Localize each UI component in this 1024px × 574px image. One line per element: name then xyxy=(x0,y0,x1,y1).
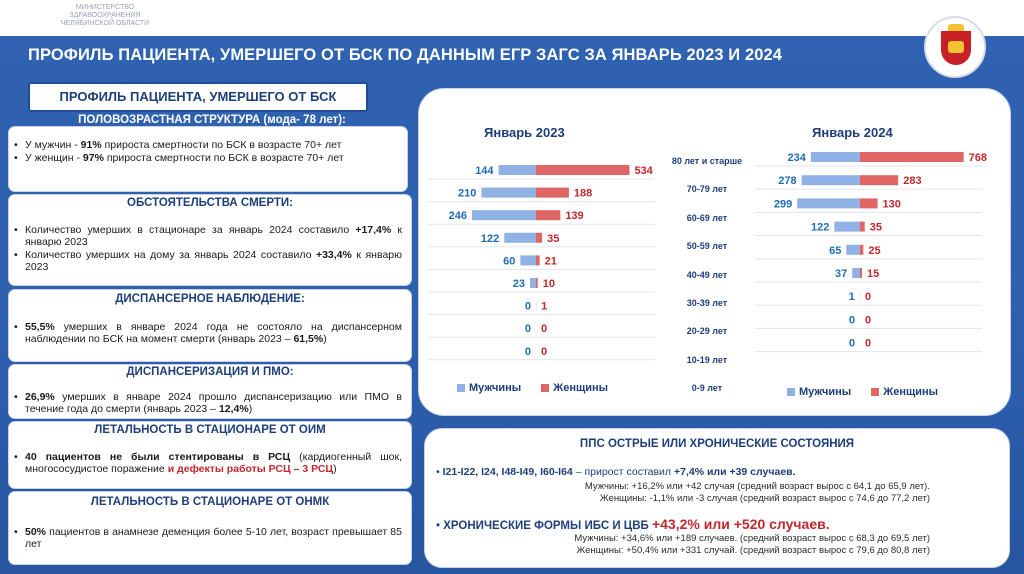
dispensary-item: • 55,5% умерших в январе 2024 года не состояло на диспансерном наблюдении по БСК на момент смерти (январь 2023 – 61,5%) xyxy=(12,321,402,345)
chart-2023-title: Январь 2023 xyxy=(484,125,565,140)
bar-men xyxy=(520,255,536,265)
data-label-women: 0 xyxy=(865,291,872,304)
pps-title: ППС ОСТРЫЕ ИЛИ ХРОНИЧЕСКИЕ СОСТОЯНИЯ xyxy=(579,438,855,450)
data-label-men: 37 xyxy=(834,268,848,280)
bar-women xyxy=(860,222,865,232)
data-label-women: 188 xyxy=(573,187,593,200)
data-label-men: 278 xyxy=(778,175,797,188)
bar-women xyxy=(860,268,862,278)
profile-header: ПРОФИЛЬ ПАЦИЕНТА, УМЕРШЕГО ОТ БСК xyxy=(28,82,368,112)
bar-women xyxy=(536,255,540,265)
age-category-label: 10-19 лет xyxy=(686,354,728,365)
bar-men xyxy=(852,268,860,278)
age-category-label: 40-49 лет xyxy=(686,269,728,280)
legend-women-label: Женщины xyxy=(883,386,939,398)
sex-age-men: • У мужчин - 91% прироста смертности по БСК в возрасте 70+ лет xyxy=(12,139,402,151)
data-label-men: 60 xyxy=(503,255,516,268)
ministry-line-2: ЗДРАВООХРАНЕНИЯ xyxy=(69,12,141,19)
ministry-line-3: ЧЕЛЯБИНСКОЙ ОБЛАСТИ xyxy=(60,20,150,27)
oim-title: ЛЕТАЛЬНОСТЬ В СТАЦИОНАРЕ ОТ ОИМ xyxy=(94,424,326,436)
data-label-men: 122 xyxy=(811,221,830,234)
bar-men xyxy=(504,233,536,243)
sex-age-women: • У женщин - 97% прироста смертности по БСК в возрасте 70+ лет xyxy=(12,152,402,164)
bar-men xyxy=(802,175,860,185)
legend-2024 xyxy=(787,386,938,398)
age-category-label: 20-29 лет xyxy=(686,326,728,337)
age-category-label: 70-79 лет xyxy=(686,184,728,195)
dispensary-title: ДИСПАНСЕРНОЕ НАБЛЮДЕНИЕ: xyxy=(115,293,305,305)
data-label-men: 246 xyxy=(448,210,468,223)
screening-item: • 26,9% умерших в январе 2024 прошло диспансеризацию или ПМО в течение года до смерти (январь 2023 – 12,4%) xyxy=(12,391,402,415)
data-label-men: 1 xyxy=(848,291,855,304)
ministry-line-1: МИНИСТЕРСТВО xyxy=(75,4,135,11)
bar-men xyxy=(797,198,860,208)
data-label-men: 144 xyxy=(475,165,494,177)
bar-men xyxy=(472,210,536,220)
bar-men xyxy=(834,222,860,232)
data-label-women: 768 xyxy=(968,152,988,164)
age-category-label: 80 лет и старше xyxy=(671,156,743,166)
bar-men xyxy=(811,152,860,162)
pps-line-acute: • I21-I22, I24, I48-I49, I60-I64 – прирост составил +7,4% или +39 случаев. xyxy=(436,466,796,478)
legend-men-label: Мужчины xyxy=(799,386,852,398)
legend-men-label: Мужчины xyxy=(469,382,522,394)
age-category-label: 0-9 лет xyxy=(691,383,723,394)
bar-women xyxy=(860,152,964,162)
bar-men xyxy=(846,245,860,255)
data-label-men: 210 xyxy=(458,187,477,200)
circumstances-home: • Количество умерших на дому за январь 2024 составило +33,4% к январю 2023 xyxy=(12,249,402,273)
pps-chronic-women: Женщины: +50,4% или +331 случай. (средний возраст вырос с 79,6 до 80,8 лет) xyxy=(576,545,930,556)
pps-chronic-men: Мужчины: +34,6% или +189 случаев. (средний возраст вырос с 68,3 до 69,5 лет) xyxy=(574,533,930,544)
age-category-label: 30-39 лет xyxy=(686,298,728,308)
bar-women xyxy=(536,165,629,175)
pps-acute-women: Женщины: -1,1% или -3 случая (средний возраст вырос с 74,6 до 77,2 лет) xyxy=(599,493,930,504)
bar-men xyxy=(499,165,536,175)
data-label-men: 299 xyxy=(773,198,793,211)
bar-women xyxy=(536,233,542,243)
onmk-title: ЛЕТАЛЬНОСТЬ В СТАЦИОНАРЕ ОТ ОНМК xyxy=(90,496,330,508)
legend-women-swatch xyxy=(871,388,879,396)
sex-age-title: ПОЛОВОЗРАСТНАЯ СТРУКТУРА (мода- 78 лет): xyxy=(78,114,346,126)
pps-acute-men: Мужчины: +16,2% или +42 случая (средний возраст вырос с 64,1 до 65,9 лет). xyxy=(584,481,930,492)
data-label-women: 139 xyxy=(565,210,584,223)
legend-men-swatch xyxy=(787,388,795,396)
bar-men xyxy=(530,278,536,288)
bar-women xyxy=(536,278,538,288)
data-label-women: 0 xyxy=(541,345,548,358)
data-label-women: 35 xyxy=(869,221,882,234)
age-category-label: 60-69 лет xyxy=(686,212,728,223)
data-label-men: 65 xyxy=(829,244,842,257)
bar-women xyxy=(536,188,569,198)
bar-women xyxy=(536,210,560,220)
data-label-men: 0 xyxy=(524,345,531,358)
data-label-women: 1 xyxy=(541,300,548,313)
screening-title: ДИСПАНСЕРИЗАЦИЯ И ПМО: xyxy=(126,366,294,378)
data-label-women: 25 xyxy=(868,244,881,257)
data-label-men: 0 xyxy=(524,300,531,313)
data-label-women: 534 xyxy=(634,165,653,177)
slide-title: ПРОФИЛЬ ПАЦИЕНТА, УМЕРШЕГО ОТ БСК ПО ДАННЫМ ЕГР ЗАГС ЗА ЯНВАРЬ 2023 И 2024 xyxy=(28,46,783,64)
oim-item: • 40 пациентов не были стентированы в РСЦ (кардиогенный шок, многососудистое поражение и дефекты работы РСЦ – 3 РСЦ) xyxy=(12,451,402,475)
data-label-women: 21 xyxy=(544,255,557,268)
onmk-item: • 50% пациентов в анамнезе деменция более 5-10 лет, возраст превышает 85 лет xyxy=(12,526,402,550)
data-label-women: 15 xyxy=(867,268,880,280)
data-label-women: 0 xyxy=(865,337,872,350)
data-label-men: 122 xyxy=(480,232,500,245)
pps-line-chronic: • ХРОНИЧЕСКИЕ ФОРМЫ ИБС И ЦВБ +43,2% или +520 случаев. xyxy=(436,516,830,532)
chart-2024-title: Январь 2024 xyxy=(812,125,893,140)
data-label-women: 0 xyxy=(865,314,872,327)
bar-women xyxy=(860,245,863,255)
legend-men-swatch xyxy=(457,384,465,392)
data-label-women: 130 xyxy=(882,198,901,211)
data-label-women: 10 xyxy=(542,278,555,290)
data-label-men: 234 xyxy=(787,152,806,164)
data-label-men: 0 xyxy=(524,323,531,336)
bar-women xyxy=(860,198,878,208)
data-label-men: 23 xyxy=(512,278,526,290)
bar-women xyxy=(860,175,898,185)
legend-women-label: Женщины xyxy=(553,382,609,394)
circumstances-title: ОБСТОЯТЕЛЬСТВА СМЕРТИ: xyxy=(127,197,293,209)
legend-women-swatch xyxy=(541,384,549,392)
data-label-women: 35 xyxy=(547,232,560,245)
data-label-men: 0 xyxy=(848,337,855,350)
data-label-women: 283 xyxy=(903,175,922,188)
legend-2023 xyxy=(457,382,608,394)
data-label-men: 0 xyxy=(848,314,855,327)
age-category-label: 50-59 лет xyxy=(686,241,728,252)
circumstances-hospital: • Количество умерших в стационаре за январь 2024 составило +17,4% к январю 2023 xyxy=(12,224,402,248)
data-label-women: 0 xyxy=(541,323,548,336)
bar-men xyxy=(481,188,536,198)
